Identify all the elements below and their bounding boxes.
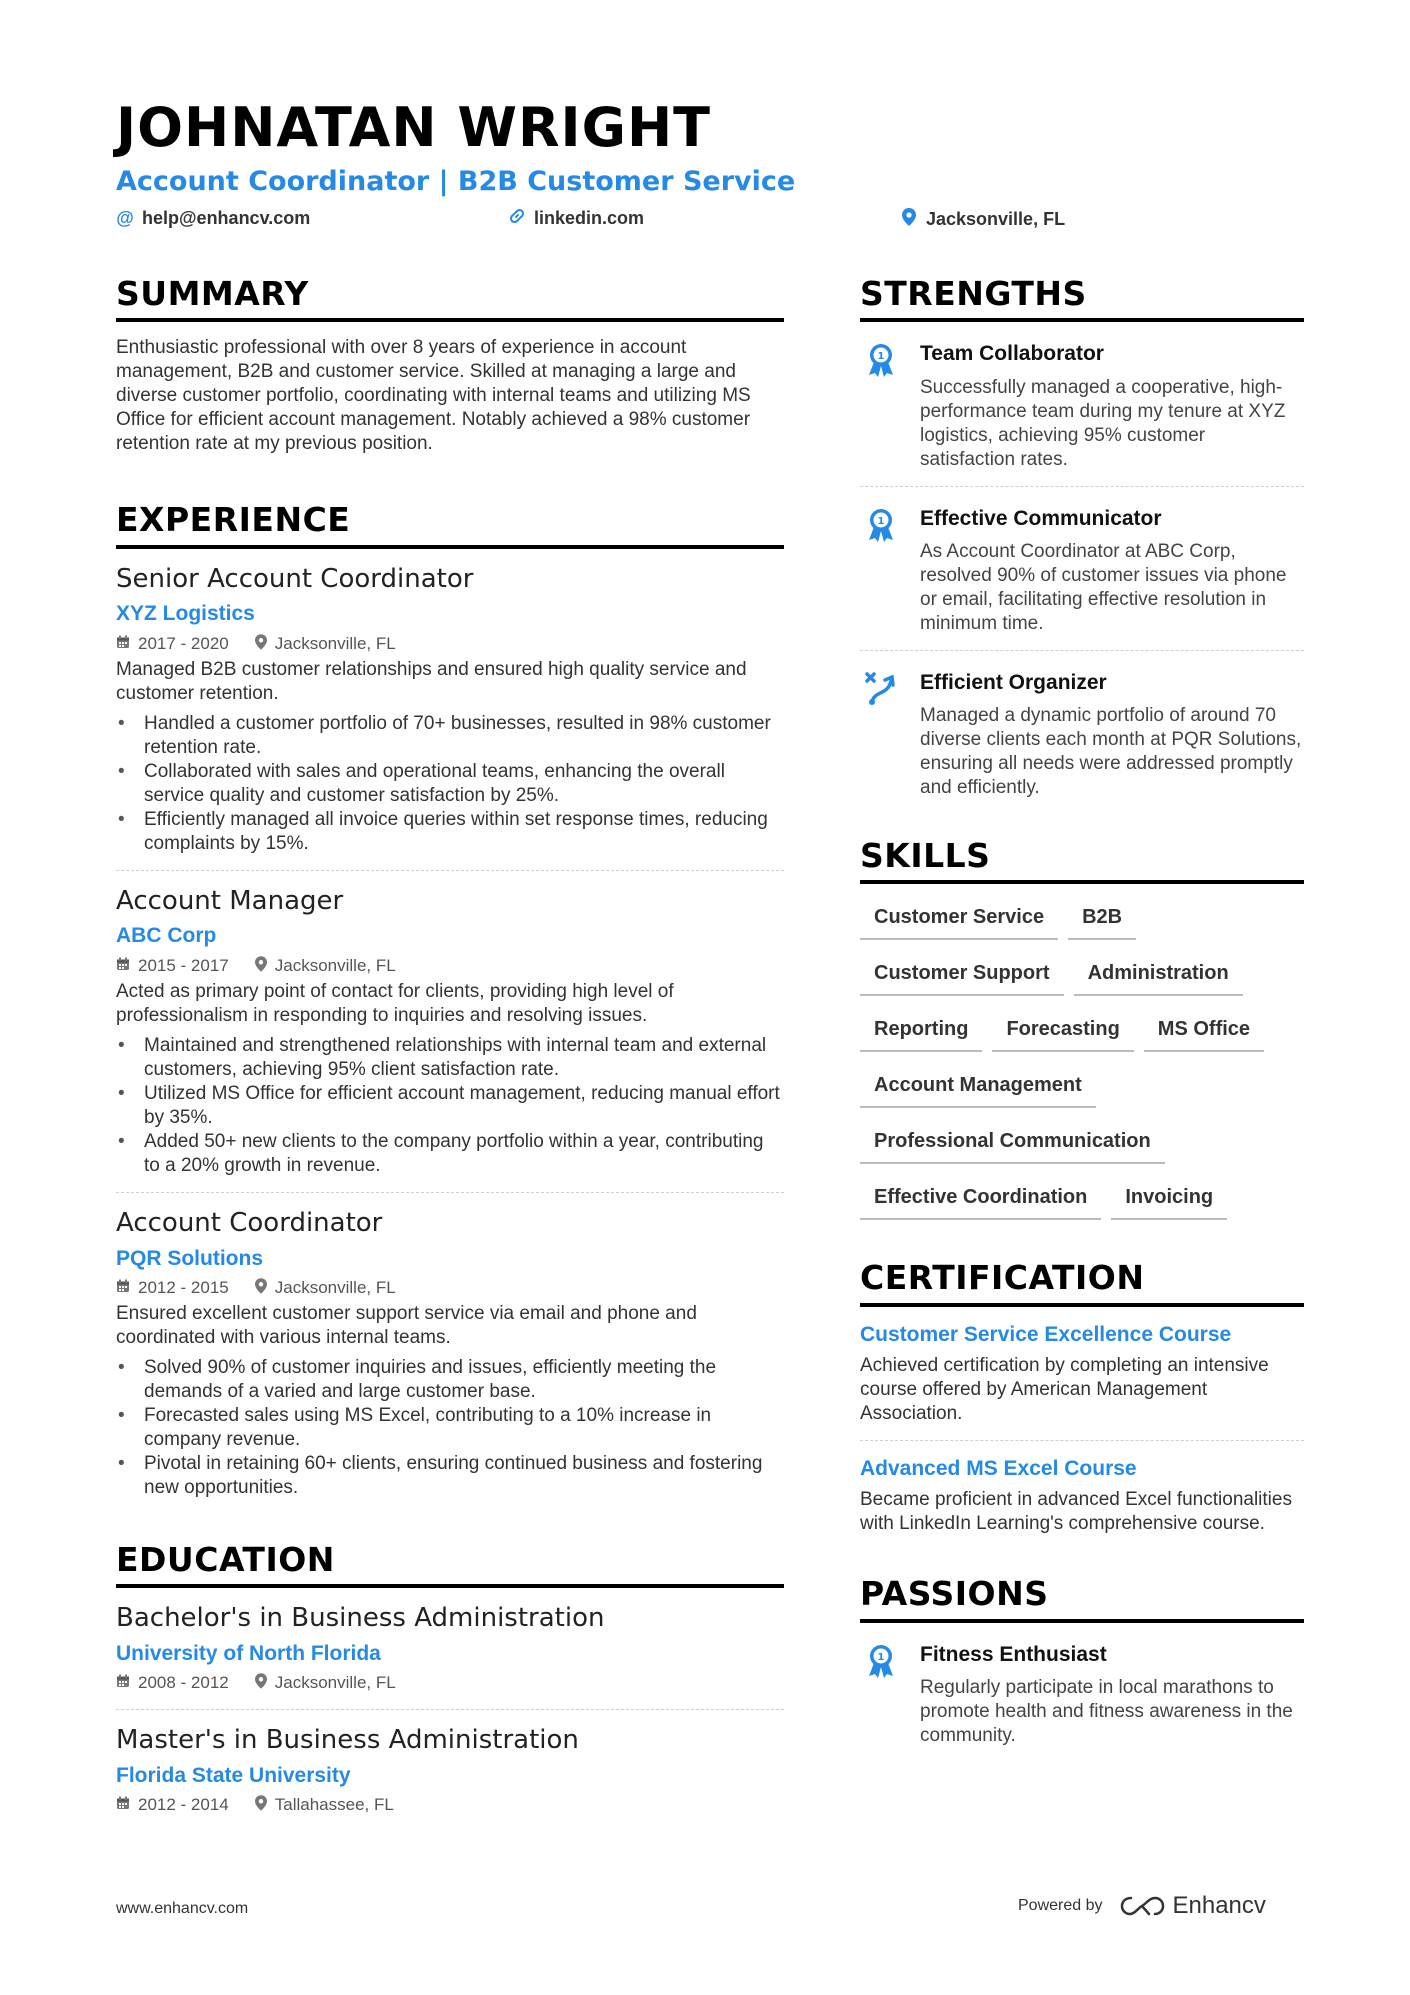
bullet-item: • Solved 90% of customer inquiries and issues, efficiently meeting the demands of a varied and large customer base. [116,1356,784,1404]
contact-linkedin[interactable] [508,208,644,229]
location-text: Jacksonville, FL [926,209,1066,229]
strength-title: Team Collaborator [920,342,1104,366]
education-location: Jacksonville, FL [274,1673,396,1693]
location-pin-icon [255,956,267,976]
skill-tag: Professional Communication [860,1122,1165,1164]
calendar-icon [116,635,130,653]
summary-text: Enthusiastic professional with over 8 years of experience in account management, B2B and customer service. Skilled at managing a large and diverse customer portfolio, coordinating with internal teams and utilizing MS Office for efficient account management. Notably achieved a 98% customer retention rate at my previous position. [116,337,751,455]
strength-item [860,501,1304,651]
job-meta [116,956,784,976]
education-dates: 2012 - 2014 [138,1795,229,1815]
bullet-item: • Handled a customer portfolio of 70+ businesses, resulted in 98% customer retention rate. [116,712,784,760]
bullet-item: • Added 50+ new clients to the company portfolio within a year, contributing to a 20% growth in revenue. [116,1130,784,1178]
svg-text:1: 1 [877,515,885,527]
svg-text:1: 1 [877,351,885,363]
summary-section [116,276,784,456]
award-ribbon-icon [860,340,902,471]
calendar-icon [116,1796,130,1814]
degree-title: Master's in Business Administration [116,1725,579,1756]
at-icon: @ [116,208,134,228]
strength-description: As Account Coordinator at ABC Corp, resolved 90% of customer issues via phone or email, facilitating effective resolution in minimum time. [920,540,1287,634]
job-title: Account Coordinator [116,1207,383,1238]
education-meta [116,1673,784,1693]
education-heading: EDUCATION [116,1542,784,1588]
email-text: help@enhancv.com [142,208,311,228]
passions-heading: PASSIONS [860,1576,1304,1622]
passion-description: Regularly participate in local marathons to promote health and fitness awareness in the community. [920,1676,1293,1746]
footer-website[interactable]: www.enhancv.com [116,1900,249,1917]
powered-by-text: Powered by [1018,1897,1103,1914]
company-name: XYZ Logistics [116,602,255,626]
skill-tag: Invoicing [1111,1178,1227,1220]
summary-heading: SUMMARY [116,276,784,322]
skill-tag: Administration [1074,954,1243,996]
education-meta [116,1795,784,1815]
experience-item [116,563,784,871]
job-dates: 2012 - 2015 [138,1277,229,1297]
bullet-item: • Maintained and strengthened relationships with internal team and external customers, achieving 95% client satisfaction rate. [116,1034,784,1082]
education-location: Tallahassee, FL [274,1795,394,1815]
job-location: Jacksonville, FL [274,633,396,653]
education-item [116,1724,784,1831]
location-pin-icon [255,1795,267,1815]
svg-text:1: 1 [877,1651,885,1663]
strength-title: Efficient Organizer [920,670,1107,694]
certification-title: Advanced MS Excel Course [860,1457,1137,1481]
school-name: University of North Florida [116,1641,381,1665]
job-title: Senior Account Coordinator [116,563,474,594]
company-name: ABC Corp [116,924,217,948]
contact-email[interactable] [116,208,310,229]
link-icon [508,208,526,229]
certification-description: Achieved certification by completing an intensive course offered by American Management Association. [860,1355,1269,1425]
skill-tag: Customer Service [860,898,1058,940]
job-description: Acted as primary point of contact for clients, providing high level of professionalism in responding to inquiries and resolving issues. [116,980,674,1026]
bullet-item: • Collaborated with sales and operational teams, enhancing the overall service quality and customer satisfaction by 25%. [116,760,784,808]
strength-title: Effective Communicator [920,506,1162,530]
candidate-title: Account Coordinator | B2B Customer Service [116,166,796,197]
passion-item [860,1637,1304,1762]
award-ribbon-icon [860,505,902,636]
certification-title: Customer Service Excellence Course [860,1322,1232,1346]
skill-tag: MS Office [1144,1010,1264,1052]
skill-tag: B2B [1068,898,1136,940]
skill-tag: Reporting [860,1010,982,1052]
strengths-heading: STRENGTHS [860,276,1304,322]
brand-logo[interactable] [1119,1892,1266,1920]
certification-heading: CERTIFICATION [860,1260,1304,1306]
bullet-item: • Pivotal in retaining 60+ clients, ensuring continued business and fostering new opportunities. [116,1452,784,1500]
strength-description: Successfully managed a cooperative, high-performance team during my tenure at XYZ logistics, achieving 95% customer satisfaction rates. [920,376,1286,470]
job-title: Account Manager [116,885,344,916]
skill-tag: Account Management [860,1066,1096,1108]
bullet-item: • Efficiently managed all invoice queries within set response times, reducing complaints by 15%. [116,808,784,856]
linkedin-text: linkedin.com [534,208,645,228]
location-pin-icon [255,1278,267,1298]
job-location: Jacksonville, FL [274,1277,396,1297]
job-dates: 2015 - 2017 [138,955,229,975]
award-ribbon-icon [860,1641,902,1748]
job-description: Ensured excellent customer support service via email and phone and coordinated with various internal teams. [116,1302,697,1348]
education-section [116,1539,784,1831]
job-bullets [116,712,784,856]
job-dates: 2017 - 2020 [138,633,229,653]
calendar-icon [116,1674,130,1692]
school-name: Florida State University [116,1764,351,1788]
skills-section [860,838,1304,1220]
experience-heading: EXPERIENCE [116,502,784,548]
footer-branding [1018,1892,1266,1920]
skill-tag: Forecasting [992,1010,1133,1052]
job-bullets [116,1356,784,1500]
job-meta [116,634,784,654]
strengths-section [860,276,1304,814]
contact-location [900,208,1065,231]
skills-heading: SKILLS [860,838,1304,884]
candidate-name: JOHNATAN WRIGHT [116,96,711,159]
location-pin-icon [900,208,918,231]
skills-list [860,898,1304,1220]
location-pin-icon [255,1673,267,1693]
location-pin-icon [255,634,267,654]
job-description: Managed B2B customer relationships and ensured high quality service and customer retention. [116,658,747,704]
certification-section [860,1260,1304,1550]
passion-title: Fitness Enthusiast [920,1642,1107,1666]
strength-description: Managed a dynamic portfolio of around 70 diverse clients each month at PQR Solutions, ensuring all needs were addressed promptly and efficiently. [920,705,1302,799]
strategy-path-icon [860,669,902,800]
job-bullets [116,1034,784,1178]
education-item [116,1602,784,1710]
passions-section [860,1576,1304,1762]
calendar-icon [116,957,130,975]
company-name: PQR Solutions [116,1246,263,1270]
strength-item [860,665,1304,814]
skill-tag: Customer Support [860,954,1064,996]
certification-description: Became proficient in advanced Excel functionalities with LinkedIn Learning's comprehensive course. [860,1489,1292,1535]
bullet-item: • Utilized MS Office for efficient account management, reducing manual effort by 35%. [116,1082,784,1130]
degree-title: Bachelor's in Business Administration [116,1603,605,1634]
bullet-item: • Forecasted sales using MS Excel, contributing to a 10% increase in company revenue. [116,1404,784,1452]
brand-name: Enhancv [1172,1892,1266,1919]
certification-item [860,1455,1304,1550]
job-meta [116,1278,784,1298]
right-column [860,276,1304,1776]
education-dates: 2008 - 2012 [138,1673,229,1693]
experience-section [116,502,784,1514]
strength-item [860,336,1304,486]
certification-item [860,1321,1304,1441]
skill-tag: Effective Coordination [860,1178,1101,1220]
left-column [116,276,784,1845]
job-location: Jacksonville, FL [274,955,396,975]
calendar-icon [116,1279,130,1297]
experience-item [116,1207,784,1514]
enhancv-logo-icon [1119,1894,1165,1918]
experience-item [116,885,784,1193]
